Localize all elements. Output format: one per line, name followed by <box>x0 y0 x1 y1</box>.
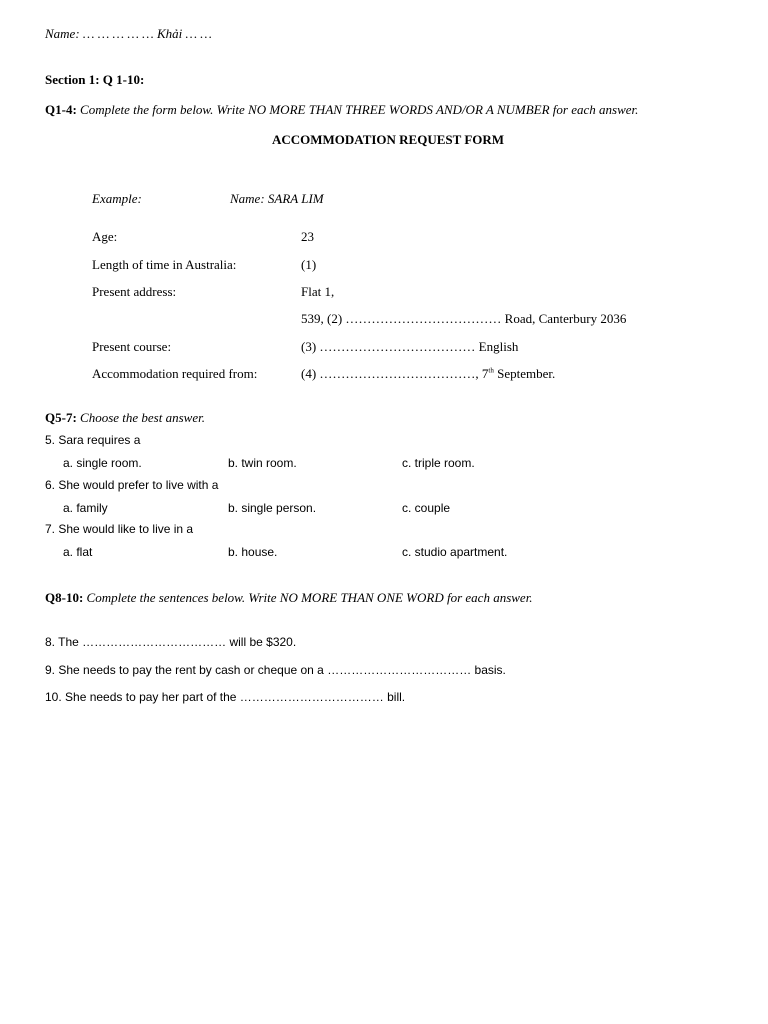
q1-4-instruction: Complete the form below. Write NO MORE THAN THREE WORDS AND/OR A NUMBER for each answer. <box>80 102 639 117</box>
q5-7-instruction: Choose the best answer. <box>80 410 205 425</box>
question-stem: 7. She would like to live in a <box>45 522 194 536</box>
question-stem: 5. Sara requires a <box>45 433 141 447</box>
option-b: b. house. <box>228 545 278 559</box>
date-prefix: (4) ………………………………, 7 <box>301 366 489 381</box>
name-line: Name: … … … … … Khải … … <box>45 26 212 41</box>
sentence-9: 9. She needs to pay the rent by cash or cheque on a ……………………………… basis. <box>45 663 506 677</box>
form-row-value: Flat 1, <box>301 284 335 299</box>
q1-4-label: Q1-4: <box>45 102 77 117</box>
sentence-8: 8. The ……………………………… will be $320. <box>45 635 297 649</box>
option-a: a. single room. <box>63 456 142 470</box>
option-b: b. single person. <box>228 501 317 515</box>
form-row-label: Accommodation required from: <box>92 366 258 381</box>
form-row-label: Present address: <box>92 284 177 299</box>
q8-10-instruction: Complete the sentences below. Write NO MORE THAN ONE WORD for each answer. <box>86 590 533 605</box>
section-heading: Section 1: Q 1-10: <box>45 72 145 87</box>
form-row-value <box>301 366 555 382</box>
form-row-value: 23 <box>301 229 314 244</box>
option-b: b. twin room. <box>228 456 297 470</box>
q8-10-instruction-line <box>45 590 533 606</box>
option-c: c. studio apartment. <box>402 545 508 559</box>
form-row-value: 539, (2) ……………………………… Road, Canterbury 2036 <box>301 311 627 326</box>
q1-4-instruction-line <box>45 102 638 118</box>
option-a: a. family <box>63 501 108 515</box>
form-row-value: (3) ……………………………… English <box>301 339 519 354</box>
form-row-label: Age: <box>92 229 118 244</box>
example-label: Example: <box>92 191 142 206</box>
date-ordinal: th <box>488 366 494 375</box>
sentence-10: 10. She needs to pay her part of the ……………………………… bill. <box>45 690 406 704</box>
question-stem: 6. She would prefer to live with a <box>45 478 219 492</box>
q5-7-label: Q5-7: <box>45 410 77 425</box>
form-row-label: Present course: <box>92 339 172 354</box>
option-c: c. couple <box>402 501 451 515</box>
q5-7-instruction-line <box>45 410 205 426</box>
form-row-value: (1) <box>301 257 317 272</box>
form-row-label: Length of time in Australia: <box>92 257 237 272</box>
form-title: ACCOMMODATION REQUEST FORM <box>271 132 505 147</box>
q8-10-label: Q8-10: <box>45 590 84 605</box>
example-name: Name: SARA LIM <box>230 191 324 206</box>
option-a: a. flat <box>63 545 93 559</box>
date-suffix: September. <box>493 366 556 381</box>
option-c: c. triple room. <box>402 456 475 470</box>
